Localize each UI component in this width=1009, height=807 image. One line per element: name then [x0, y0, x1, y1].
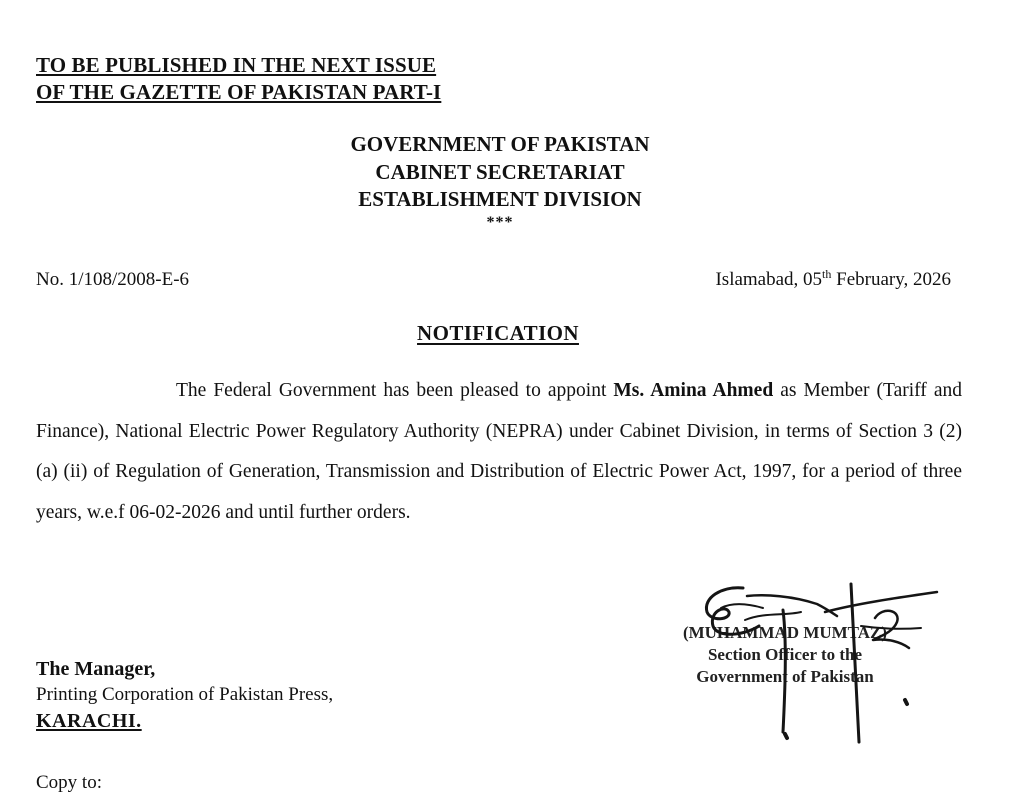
- addressee-block: [36, 656, 333, 734]
- signatory-designation-line-2: Government of Pakistan: [696, 667, 874, 686]
- addressee-city: KARACHI.: [36, 710, 142, 732]
- place-and-date: [715, 268, 951, 292]
- signature-block: [625, 582, 945, 747]
- notification-body: [36, 371, 962, 533]
- addressee-organisation: Printing Corporation of Pakistan Press,: [36, 684, 334, 705]
- signatory-name: (MUHAMMAD MUMTAZ): [682, 623, 888, 642]
- signatory-designation-line-1: Section Officer to the: [707, 645, 863, 664]
- appointee-name: Ms. Amina Ahmed: [613, 380, 774, 401]
- place-and-day: Islamabad, 05: [715, 269, 823, 290]
- gazette-publication-header: [36, 52, 441, 106]
- body-text-after-name: as Member (Tariff and Finance), National Electric Power Regulatory Authority (NEPRA) under Cabinet Division, in terms of Section 3 (2) (a) (ii) of Regulation of Generation, Transmission and Distribution of Electric Power Act, 1997, for a period of three years, w.e.f 06-02-2026 and until further orders.: [36, 380, 962, 523]
- notification-title: NOTIFICATION: [417, 321, 579, 345]
- issuing-office-block: [0, 131, 1000, 232]
- handwritten-signature: [625, 582, 945, 747]
- header-separator: ***: [486, 213, 514, 231]
- copy-to-label: Copy to:: [36, 772, 102, 793]
- reference-number: No. 1/108/2008-E-6: [36, 269, 190, 290]
- month-year: February, 2026: [831, 269, 951, 290]
- day-suffix: th: [822, 267, 832, 281]
- gazette-header-line-1: TO BE PUBLISHED IN THE NEXT ISSUE: [36, 53, 437, 77]
- secretariat-title: CABINET SECRETARIAT: [375, 159, 625, 184]
- government-title: GOVERNMENT OF PAKISTAN: [350, 132, 650, 156]
- gazette-header-line-2: OF THE GAZETTE OF PAKISTAN PART-I: [36, 80, 442, 104]
- body-text-before-name: The Federal Government has been pleased to appoint: [176, 380, 614, 401]
- division-title: ESTABLISHMENT DIVISION: [358, 187, 642, 211]
- addressee-title: The Manager,: [36, 658, 156, 680]
